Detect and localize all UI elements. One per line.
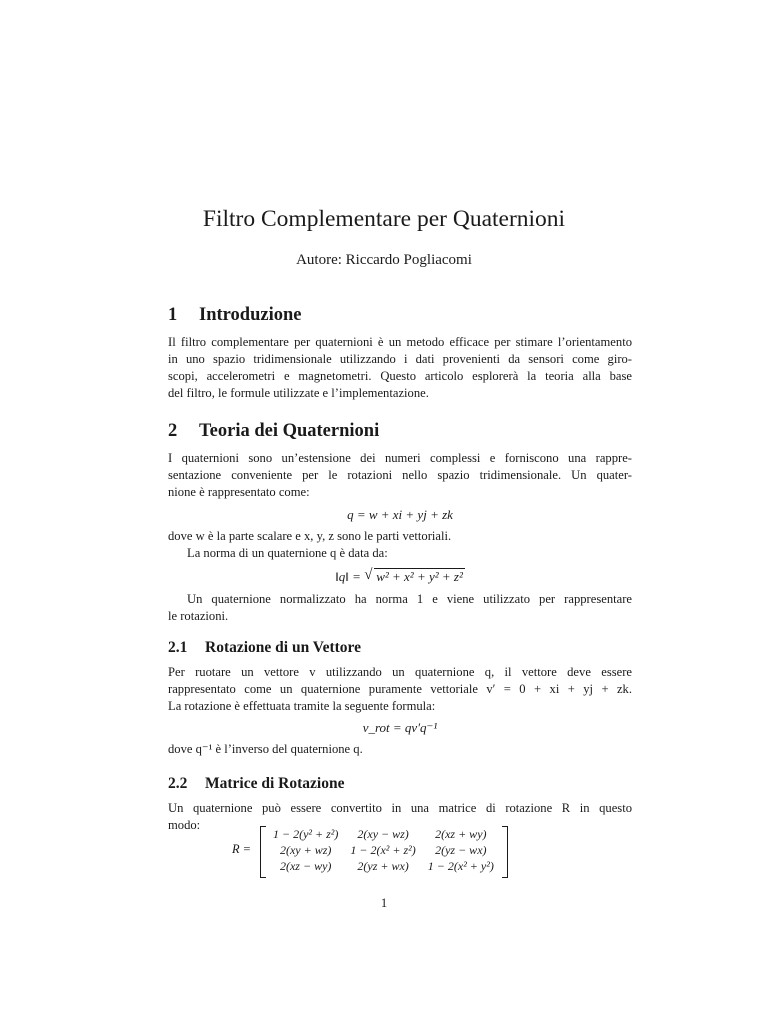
paper-title: Filtro Complementare per Quaternioni (202, 206, 566, 232)
text-line: modo: (168, 818, 201, 832)
paragraph-parts (168, 528, 632, 562)
text-line: in uno spazio tridimensionale utilizzando i dati provenienti da sensori come giro- (168, 352, 632, 366)
paragraph-normalized (168, 591, 632, 625)
subsection-heading-rotazione (168, 638, 361, 658)
subsection-heading-matrice (168, 774, 344, 794)
matrix-cell: 2(yz − wx) (435, 843, 487, 857)
section-number: 2 (168, 421, 178, 441)
section-number: 1 (168, 305, 178, 325)
norm-radicand: w² + x² + y² + z² (376, 569, 463, 584)
matrix-cell: 1 − 2(x² + y²) (427, 859, 494, 873)
norm-lhs: ‖q‖ = (335, 569, 361, 584)
matrix-row (267, 858, 500, 874)
section-heading-introduzione (168, 303, 301, 327)
paper-author: Autore: Riccardo Pogliacomi (296, 252, 472, 268)
text-line: I quaternioni sono un’estensione dei numeri complessi e forniscono una rappre- (168, 451, 632, 465)
matrix-cell: 2(xy + wz) (279, 843, 332, 857)
section-title: Teoria dei Quaternioni (199, 421, 380, 441)
subsection-title: Rotazione di un Vettore (205, 639, 362, 656)
text-line: Un quaternione normalizzato ha norma 1 e viene utilizzato per rappresentare (187, 592, 632, 606)
paragraph-teoria (168, 450, 632, 501)
subsection-number: 2.1 (168, 639, 188, 656)
text-line: del filtro, le formule utilizzate e l’implementazione. (168, 386, 429, 400)
text-line: Per ruotare un vettore v utilizzando un quaternione q, il vettore deve essere (168, 665, 632, 679)
equation-quaternion: q = w + xi + yj + zk (347, 507, 453, 522)
matrix-row (267, 826, 500, 842)
matrix-cell: 2(xy − wz) (357, 827, 409, 841)
matrix-cell: 2(xz + wy) (435, 827, 487, 841)
text-line: sentazione conveniente per le rotazioni nello spazio tridimensionale. Un quater- (168, 468, 632, 482)
section-heading-teoria (168, 419, 379, 443)
matrix-cell: 2(xz − wy) (279, 859, 332, 873)
text-line: La norma di un quaternione q è data da: (187, 546, 388, 560)
page-number: 1 (380, 896, 388, 910)
section-title: Introduzione (199, 305, 302, 325)
matrix-cell: 2(yz + wx) (357, 859, 409, 873)
text-line: nione è rappresentato come: (168, 485, 310, 499)
sqrt-symbol (364, 567, 465, 587)
matrix-cell: 1 − 2(y² + z²) (273, 827, 339, 841)
text-line: Un quaternione può essere convertito in una matrice di rotazione R in questo (168, 801, 632, 815)
paragraph-inverse (168, 741, 632, 758)
matrix-table (267, 826, 500, 874)
text-line: scopi, accelerometri e magnetometri. Questo articolo esplorerà la teoria alla base (168, 369, 632, 383)
paragraph-rotazione (168, 664, 632, 715)
equation-norm (168, 567, 632, 587)
paragraph-intro (168, 334, 632, 402)
text-line: rappresentato come un quaternione puramente vettoriale v′ = 0 + xi + yj + zk. (168, 682, 632, 696)
matrix-left-bracket (260, 826, 266, 878)
text-line: le rotazioni. (168, 609, 229, 623)
matrix-right-bracket (502, 826, 508, 878)
subsection-number: 2.2 (168, 775, 188, 792)
text-line: dove w è la parte scalare e x, y, z sono le parti vettoriali. (168, 529, 452, 543)
subsection-title: Matrice di Rotazione (205, 775, 345, 792)
matrix-lhs: R = (232, 842, 252, 856)
text-line: La rotazione è effettuata tramite la seguente formula: (168, 699, 436, 713)
text-line: dove q⁻¹ è l’inverso del quaternione q. (168, 742, 363, 756)
matrix-cell: 1 − 2(x² + z²) (350, 843, 416, 857)
matrix-row (267, 842, 500, 858)
text-line: Il filtro complementare per quaternioni è un metodo efficace per stimare l’orientamento (168, 335, 632, 349)
equation-rotation: v_rot = qv′q⁻¹ (362, 720, 438, 735)
